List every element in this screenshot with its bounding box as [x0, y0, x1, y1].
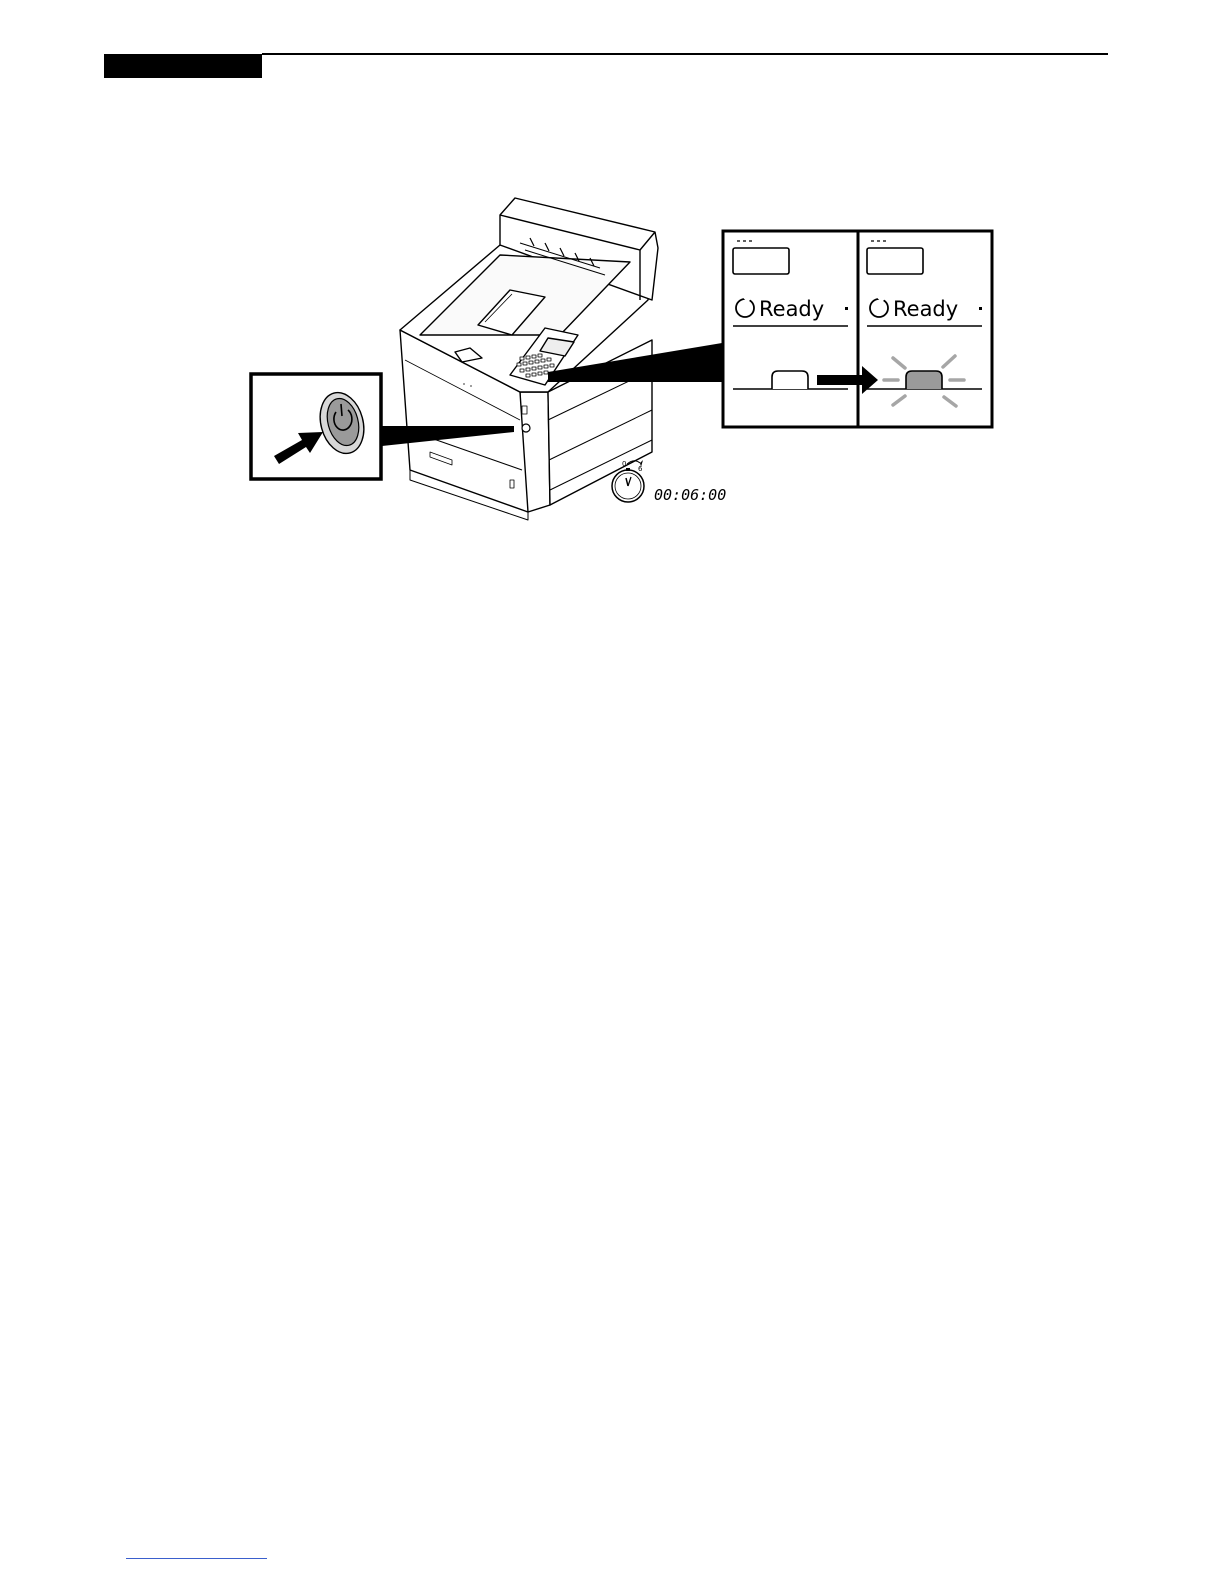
dial-start-label: 0: [622, 460, 627, 468]
display-key: [867, 248, 923, 274]
ready-label: Ready: [759, 297, 825, 321]
header-tab: [104, 54, 262, 78]
ready-label: Ready: [893, 297, 959, 321]
footer-link-underline[interactable]: [126, 1558, 267, 1559]
dial-end-label: 6: [638, 465, 643, 473]
key-off: [772, 371, 808, 389]
timer-readout: 00:06:00: [654, 486, 727, 504]
printer-illustration: [240, 185, 1010, 525]
blinking-key-icon: [906, 371, 942, 389]
display-key: [733, 248, 789, 274]
header-rule: [262, 53, 1108, 55]
